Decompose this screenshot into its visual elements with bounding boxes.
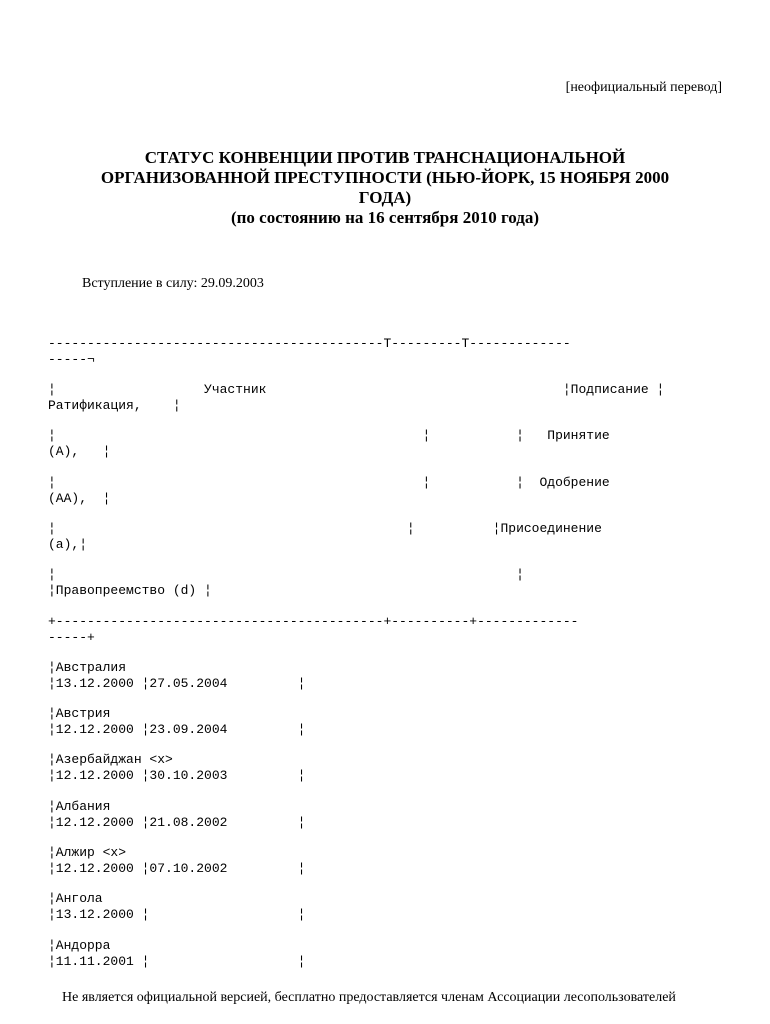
header-succession-row: ¦ ¦ — [48, 567, 524, 582]
row-country: ¦Андорра — [48, 938, 111, 953]
title-line-2: ОРГАНИЗОВАННОЙ ПРЕСТУПНОСТИ (НЬЮ-ЙОРК, 15 НОЯБРЯ 2000 — [100, 168, 670, 187]
header-acceptance-wrap: (А), ¦ — [48, 444, 111, 459]
header-succession-wrap: ¦Правопреемство (d) ¦ — [48, 583, 212, 598]
title-line-1: СТАТУС КОНВЕНЦИИ ПРОТИВ ТРАНСНАЦИОНАЛЬНОЙ — [144, 148, 626, 167]
row-country: ¦Алжир <x> — [48, 845, 127, 860]
header-participant-row: ¦ Участник ¦Подписание ¦ — [48, 382, 665, 397]
row-country: ¦Австралия — [48, 660, 127, 675]
table-top-border-wrap: -----¬ — [48, 352, 95, 367]
row-dates: ¦13.12.2000 ¦27.05.2004 ¦ — [48, 676, 306, 691]
header-approval-wrap: (АА), ¦ — [48, 491, 111, 506]
header-accession-wrap: (a),¦ — [48, 537, 88, 552]
document-title — [0, 148, 770, 228]
footer-disclaimer: Не является официальной версией, бесплатно предоставляется членам Ассоциации лесопользователей — [62, 990, 676, 1005]
translation-note: [неофициальный перевод] — [565, 80, 722, 95]
row-dates: ¦11.11.2001 ¦ ¦ — [48, 954, 306, 969]
table-mid-border-wrap: -----+ — [48, 630, 95, 645]
header-acceptance-row: ¦ ¦ ¦ Принятие — [48, 428, 610, 443]
row-dates: ¦12.12.2000 ¦23.09.2004 ¦ — [48, 722, 306, 737]
row-dates: ¦12.12.2000 ¦30.10.2003 ¦ — [48, 768, 306, 783]
table-top-border: -------------------------------------------T---------T------------- — [48, 336, 571, 351]
entry-into-force: Вступление в силу: 29.09.2003 — [82, 276, 264, 291]
header-approval-row: ¦ ¦ ¦ Одобрение — [48, 475, 610, 490]
title-date-line: (по состоянию на 16 сентября 2010 года) — [230, 208, 540, 227]
title-line-3: ГОДА) — [358, 188, 412, 207]
row-country: ¦Албания — [48, 799, 111, 814]
row-country: ¦Азербайджан <x> — [48, 752, 173, 767]
table-mid-border: +------------------------------------------+----------+------------- — [48, 614, 579, 629]
row-dates: ¦12.12.2000 ¦21.08.2002 ¦ — [48, 815, 306, 830]
row-country: ¦Ангола — [48, 891, 103, 906]
header-ratification-wrap: Ратификация, ¦ — [48, 398, 181, 413]
row-dates: ¦12.12.2000 ¦07.10.2002 ¦ — [48, 861, 306, 876]
row-dates: ¦13.12.2000 ¦ ¦ — [48, 907, 306, 922]
header-accession-row: ¦ ¦ ¦Присоединение — [48, 521, 602, 536]
row-country: ¦Австрия — [48, 706, 111, 721]
